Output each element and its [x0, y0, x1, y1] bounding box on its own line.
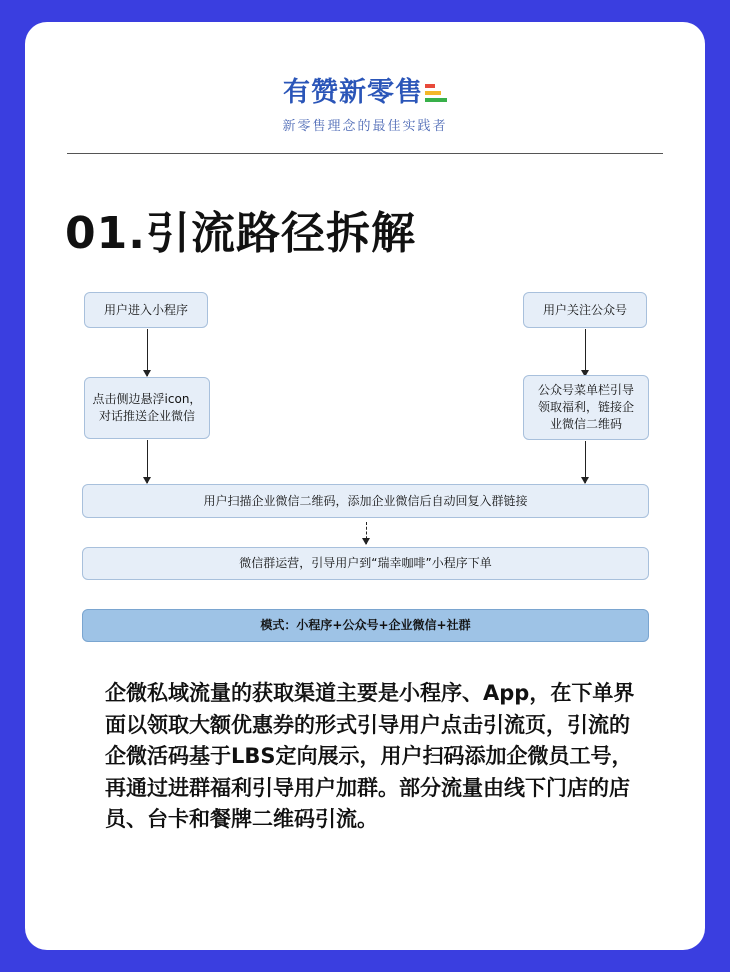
body-paragraph: 企微私域流量的获取渠道主要是小程序、App，在下单界面以领取大额优惠券的形式引导用户点击引流页，引流的企微活码基于LBS定向展示，用户扫码添加企微员工号，再通过进群福利引导用户加群。部分流量由线下门店的店员、台卡和餐牌二维码引流。 [105, 681, 635, 831]
flow-diagram [25, 22, 705, 662]
arrow-down-icon [147, 329, 148, 376]
arrow-down-icon [147, 440, 148, 483]
page-title: 01.引流路径拆解 [65, 208, 416, 259]
brand-logo-text: 有赞新零售 [283, 77, 423, 108]
flow-box-group-step: 微信群运营，引导用户到“瑞幸咖啡”小程序下单 [82, 547, 649, 580]
brand-slogan: 新零售理念的最佳实践者 [282, 119, 448, 134]
flow-box-left-step: 点击侧边悬浮icon， 对话推送企业微信 [84, 377, 210, 439]
arrow-down-dashed-icon [366, 522, 367, 544]
flow-box-mode: 模式：小程序+公众号+企业微信+社群 [82, 609, 649, 642]
arrow-down-icon [585, 441, 586, 483]
flow-box-right-start: 用户关注公众号 [523, 292, 647, 328]
content-card [25, 22, 705, 950]
flow-box-right-step: 公众号菜单栏引导 领取福利，链接企 业微信二维码 [523, 375, 649, 440]
arrow-down-icon [585, 329, 586, 376]
flow-box-left-start: 用户进入小程序 [84, 292, 208, 328]
flow-box-merge-step: 用户扫描企业微信二维码，添加企业微信后自动回复入群链接 [82, 484, 649, 518]
